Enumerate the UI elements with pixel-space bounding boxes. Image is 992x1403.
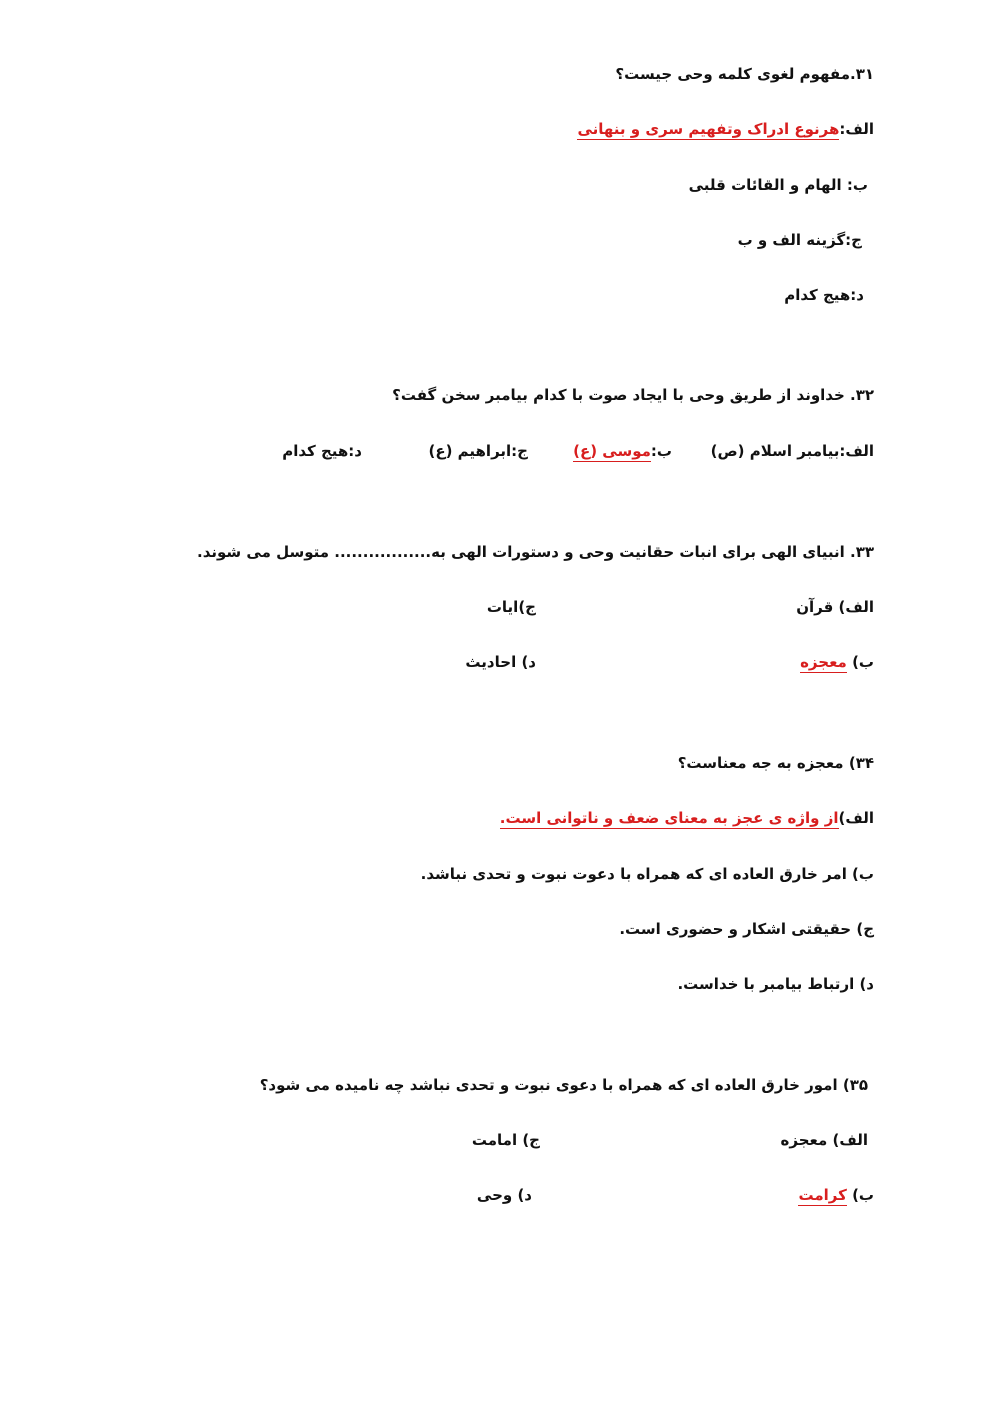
q32-option-d: د:هیج کدام — [282, 442, 362, 460]
q32-option-b — [573, 440, 672, 462]
q33-option-d: د) احادیث — [465, 653, 536, 671]
q31-option-a — [577, 118, 874, 140]
q32-option-c: ج:ابراهیم (ع) — [428, 442, 528, 460]
q32-correct-answer: موسی (ع) — [573, 442, 651, 460]
q34-question: ۳۴) معجزه به جه معناست؟ — [677, 754, 874, 772]
q34-option-a-prefix: الف) — [838, 809, 874, 827]
q35-option-a: الف) معجزه — [780, 1131, 868, 1149]
q35-question: ۳۵) امور خارق العاده ای که همراه با دعوی نبوت و تحدی نباشد چه نامیده می شود؟ — [259, 1076, 868, 1094]
q35-option-d: د) وحی — [476, 1186, 532, 1204]
q34-correct-answer: از واژه ی عجز به معنای ضعف و ناتوانی است. — [499, 809, 839, 827]
q31-question: ۳۱.مفهوم لغوی کلمه وحی جیست؟ — [615, 65, 874, 83]
q34-option-c: ج) حقیقتی اشکار و حضوری است. — [619, 920, 874, 938]
q33-option-a: الف) قرآن — [796, 598, 874, 616]
q32-question: ۳۲. خداوند از طریق وحی با ایجاد صوت با کدام بیامبر سخن گفت؟ — [392, 386, 874, 404]
q31-correct-answer: هرنوع ادراک وتفهیم سری و بنهانی — [577, 120, 840, 138]
q33-option-b — [800, 651, 874, 673]
q33-correct-answer: معجزه — [800, 653, 847, 671]
q35-option-c: ج) امامت — [471, 1131, 540, 1149]
q35-option-b — [798, 1184, 874, 1206]
q34-option-b: ب) امر خارق العاده ای که همراه با دعوت نبوت و تحدی نباشد. — [420, 865, 874, 883]
q34-option-d: د) ارتباط بیامبر با خداست. — [677, 975, 874, 993]
q32-option-a: الف:بیامبر اسلام (ص) — [710, 442, 874, 460]
q32-option-b-prefix: ب: — [650, 442, 672, 460]
q35-option-b-prefix: ب) — [846, 1186, 874, 1204]
q31-option-a-prefix: الف: — [839, 120, 874, 138]
q31-option-d: د:هیج کدام — [784, 286, 864, 304]
q31-option-c: ج:گزینه الف و ب — [737, 231, 862, 249]
q33-question: ۳۳. انبیای الهی برای انبات حقانیت وحی و دستورات الهی به................. متوسل می شوند. — [197, 543, 874, 561]
q35-correct-answer: کرامت — [798, 1186, 847, 1204]
q33-option-c: ج)ایات — [486, 598, 536, 616]
q33-option-b-prefix: ب) — [846, 653, 874, 671]
q34-option-a — [500, 807, 874, 829]
q31-option-b: ب: الهام و القائات قلبی — [688, 176, 868, 194]
